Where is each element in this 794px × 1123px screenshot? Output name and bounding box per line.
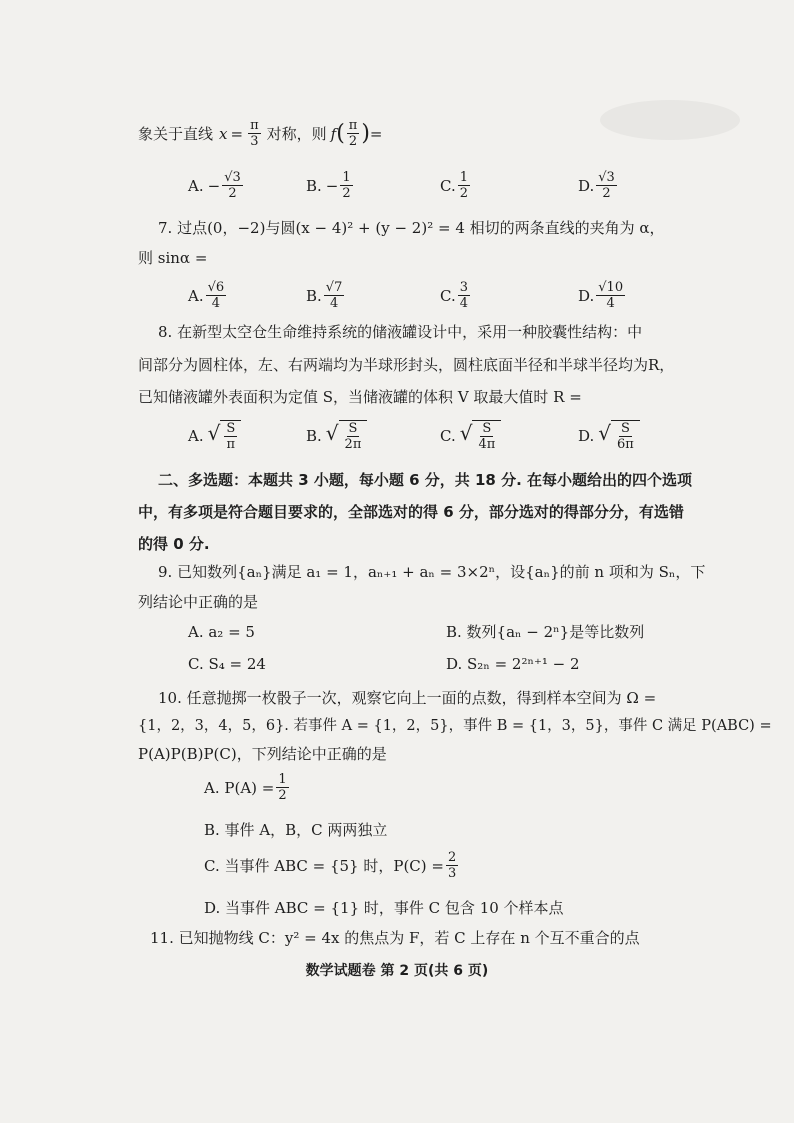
q10-stem-line-1: 10. 任意抛掷一枚骰子一次，观察它向上一面的点数，得到样本空间为 Ω = [158,689,657,707]
section2-heading-line-2: 中，有多项是符合题目要求的，全部选对的得 6 分，部分选对的得部分分，有选错 [138,503,684,521]
q6-option-b: B. − $\frac{1}{2}$ [306,170,351,201]
q8-stem-line-3: 已知储液罐外表面积为定值 S，当储液罐的体积 V 取最大值时 R = [138,388,582,406]
q6-option-d: D. $\frac{√3}{2}$ [578,170,615,201]
q6-pi-over-3: $\frac{\pi}{3}$ [250,118,259,149]
q8-option-c: C. √ $\frac{S}{4\pi}$ [440,420,501,452]
section2-heading-line-3: 的得 0 分. [138,535,210,553]
q9-option-a: A. a₂ = 5 [188,623,255,641]
q10-option-d: D. 当事件 ABC = {1} 时，事件 C 包含 10 个样本点 [204,899,564,917]
q11-stem-line-1: 11. 已知抛物线 C：y² = 4x 的焦点为 F，若 C 上存在 n 个互不重合的点 [150,929,640,947]
q7-option-c: C. $\frac{3}{4}$ [440,280,468,311]
q8-option-d: D. √ $\frac{S}{6\pi}$ [578,420,640,452]
q6-f: f [330,124,337,143]
q10-option-a: A. P(A) = $\frac{1}{2}$ [204,772,287,803]
q7-option-d: D. $\frac{√10}{4}$ [578,280,624,311]
q6-eq: = [230,124,244,143]
q10-stem-line-3: P(A)P(B)P(C)，下列结论中正确的是 [138,745,387,763]
scan-smudge [600,100,740,140]
q6-stem-end: = [369,124,383,143]
q6-option-a: A. − $\frac{√3}{2}$ [188,170,241,201]
q7-option-a: A. $\frac{√6}{4}$ [188,280,225,311]
q6-pi-over-2: $\frac{\pi}{2}$ [348,118,358,149]
q6-stem-mid: 对称，则 [266,124,327,143]
q6-var-x: x [219,124,228,143]
q7-option-b: B. $\frac{√7}{4}$ [306,280,343,311]
q6-stem-tail: 象关于直线 x = $\frac{\pi}{3}$ 对称，则 f ( $\frac{\pi}{2}$ ) = [138,118,383,149]
page-footer: 数学试题卷 第 2 页(共 6 页) [305,963,489,979]
q8-option-b: B. √ $\frac{S}{2\pi}$ [306,420,367,452]
q9-option-d: D. S₂ₙ = 2²ⁿ⁺¹ − 2 [446,655,580,673]
q9-stem-line-1: 9. 已知数列{aₙ}满足 a₁ = 1，aₙ₊₁ + aₙ = 3×2ⁿ，设{aₙ}的前 n 项和为 Sₙ，下 [158,563,706,581]
q9-stem-line-2: 列结论中正确的是 [138,593,259,611]
q9-option-c: C. S₄ = 24 [188,655,266,673]
q7-stem-line-1: 7. 过点(0，−2)与圆(x − 4)² + (y − 2)² = 4 相切的两条直线的夹角为 α， [158,219,665,237]
q6-option-c: C. $\frac{1}{2}$ [440,170,468,201]
section2-heading-line-1: 二、多选题：本题共 3 小题，每小题 6 分，共 18 分. 在每小题给出的四个选项 [158,471,693,489]
q10-stem-line-2: {1，2，3，4，5，6}. 若事件 A = {1，2，5}，事件 B = {1，3，5}，事件 C 满足 P(ABC) = [138,718,772,734]
q8-option-a: A. √ $\frac{S}{\pi}$ [188,420,241,452]
q10-option-c: C. 当事件 ABC = {5} 时，P(C) = $\frac{2}{3}$ [204,850,457,881]
q9-option-b: B. 数列{aₙ − 2ⁿ}是等比数列 [446,623,645,641]
q6-stem-prefix: 象关于直线 [138,124,214,143]
q8-stem-line-1: 8. 在新型太空仓生命维持系统的储液罐设计中，采用一种胶囊性结构：中 [158,323,643,341]
q10-option-b: B. 事件 A，B，C 两两独立 [204,821,388,839]
q8-stem-line-2: 间部分为圆柱体，左、右两端均为半球形封头，圆柱底面半径和半球半径均为R， [138,356,675,374]
q7-stem-line-2: 则 sinα = [138,249,208,267]
